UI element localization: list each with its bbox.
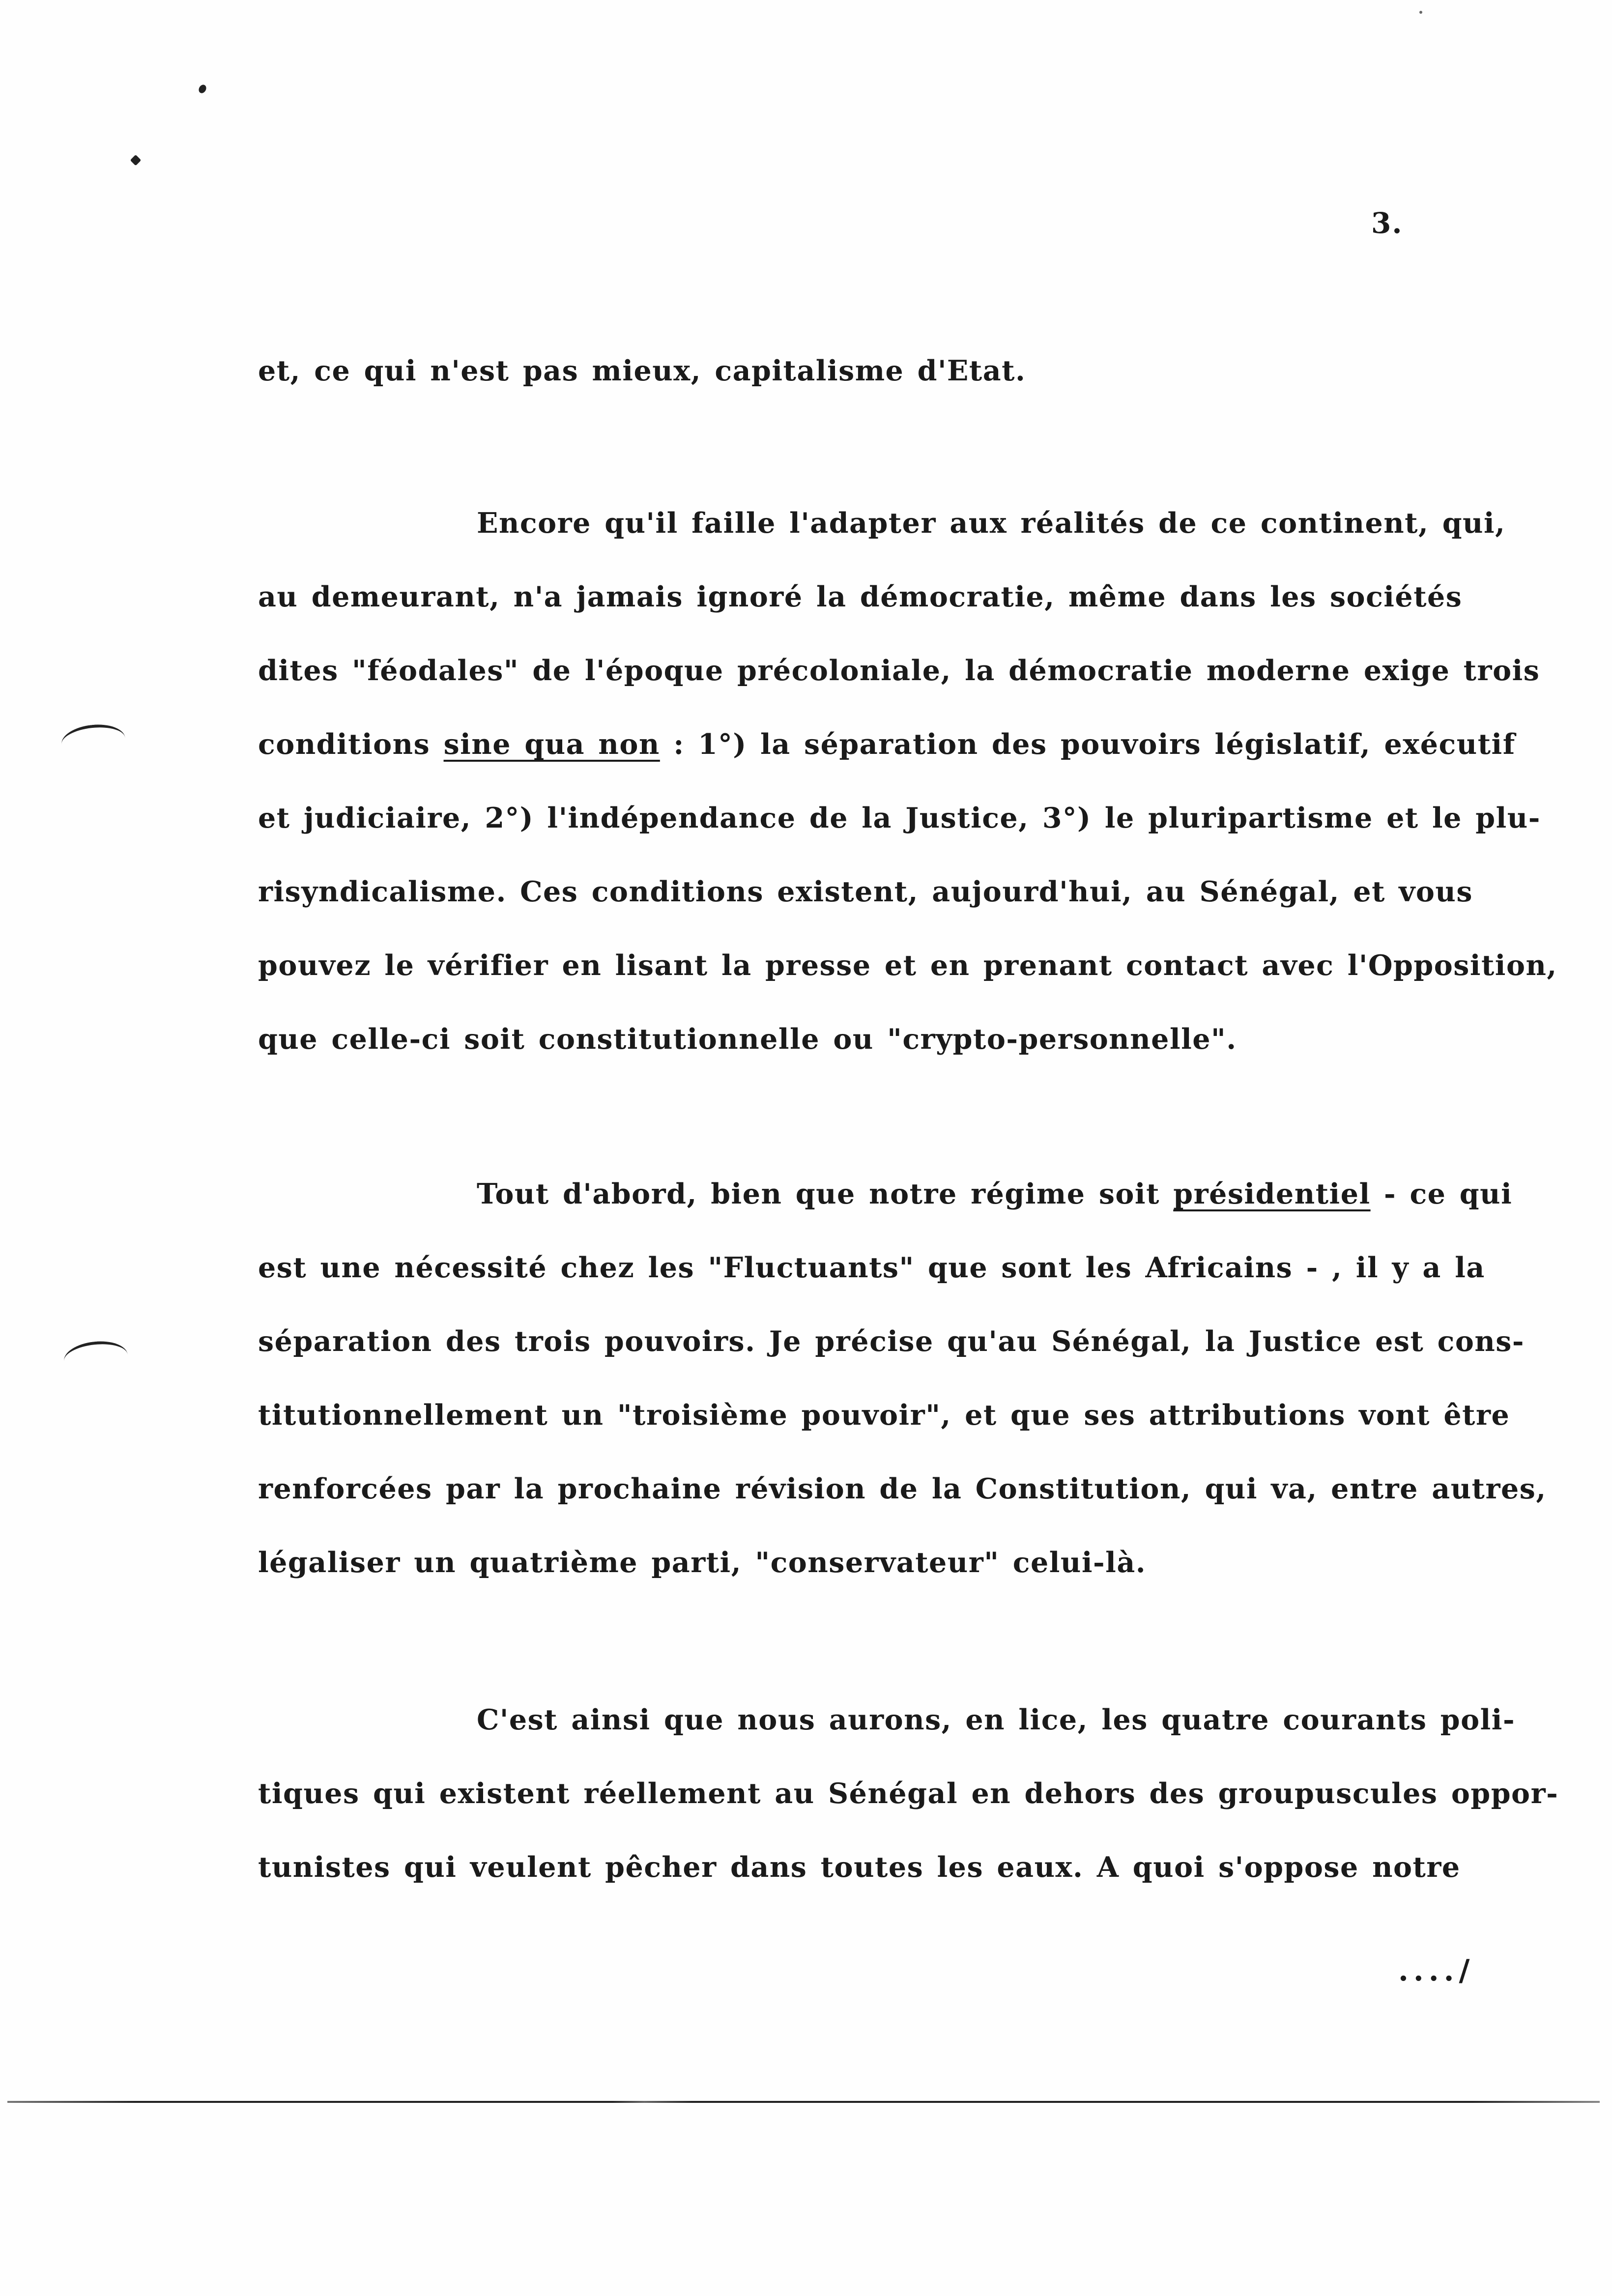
paragraph-3 <box>258 1157 1575 1600</box>
paragraph-1 <box>258 334 1575 408</box>
text-line: légaliser un quatrième parti, "conservateur" celui-là. <box>258 1546 1147 1579</box>
text-line: Encore qu'il faille l'adapter aux réalités de ce continent, qui, <box>477 507 1506 540</box>
text-line: et judiciaire, 2°) l'indépendance de la Justice, 3°) le pluripartisme et le plu- <box>258 802 1541 834</box>
continuation-mark: ..../ <box>1398 1953 1475 1988</box>
page-bottom-rule <box>7 2101 1600 2103</box>
text-line: risyndicalisme. Ces conditions existent, aujourd'hui, au Sénégal, et vous <box>258 875 1473 908</box>
text-run: conditions <box>258 728 444 761</box>
text-line: et, ce qui n'est pas mieux, capitalisme d'Etat. <box>258 354 1026 387</box>
text-line: renforcées par la prochaine révision de la Constitution, qui va, entre autres, <box>258 1472 1547 1505</box>
paragraph-4 <box>258 1683 1575 1904</box>
text-line: tunistes qui veulent pêcher dans toutes les eaux. A quoi s'oppose notre <box>258 1851 1461 1884</box>
text-run: - ce qui <box>1370 1177 1513 1210</box>
text-line: au demeurant, n'a jamais ignoré la démocratie, même dans les sociétés <box>258 580 1463 613</box>
underlined-phrase: sine qua non <box>443 728 660 761</box>
scan-speck <box>1419 11 1422 14</box>
text-line-with-underline <box>258 708 1575 781</box>
text-line: est une nécessité chez les "Fluctuants" que sont les Africains - , il y a la <box>258 1251 1485 1284</box>
punch-hole-mark <box>62 1338 129 1377</box>
text-line: séparation des trois pouvoirs. Je précise qu'au Sénégal, la Justice est cons- <box>258 1325 1525 1358</box>
text-line: pouvez le vérifier en lisant la presse et en prenant contact avec l'Opposition, <box>258 949 1557 982</box>
text-line: tiques qui existent réellement au Sénégal en dehors des groupuscules oppor- <box>258 1777 1559 1810</box>
scan-speck <box>197 84 207 95</box>
underlined-phrase: présidentiel <box>1173 1177 1371 1210</box>
page-number: 3. <box>1371 206 1403 240</box>
text-line: titutionnellement un "troisième pouvoir", et que ses attributions vont être <box>258 1399 1510 1432</box>
punch-hole-mark <box>60 721 127 760</box>
text-line: que celle-ci soit constitutionnelle ou "crypto-personnelle". <box>258 1023 1237 1056</box>
text-line: dites "féodales" de l'époque précoloniale, la démocratie moderne exige trois <box>258 654 1540 687</box>
paragraph-2 <box>258 487 1575 1076</box>
text-line-with-underline <box>258 1157 1575 1231</box>
scan-speck <box>130 155 142 166</box>
text-line: C'est ainsi que nous aurons, en lice, les quatre courants poli- <box>477 1703 1516 1736</box>
text-run: : 1°) la séparation des pouvoirs législatif, exécutif <box>660 728 1516 761</box>
text-run: Tout d'abord, bien que notre régime soit <box>477 1177 1174 1210</box>
